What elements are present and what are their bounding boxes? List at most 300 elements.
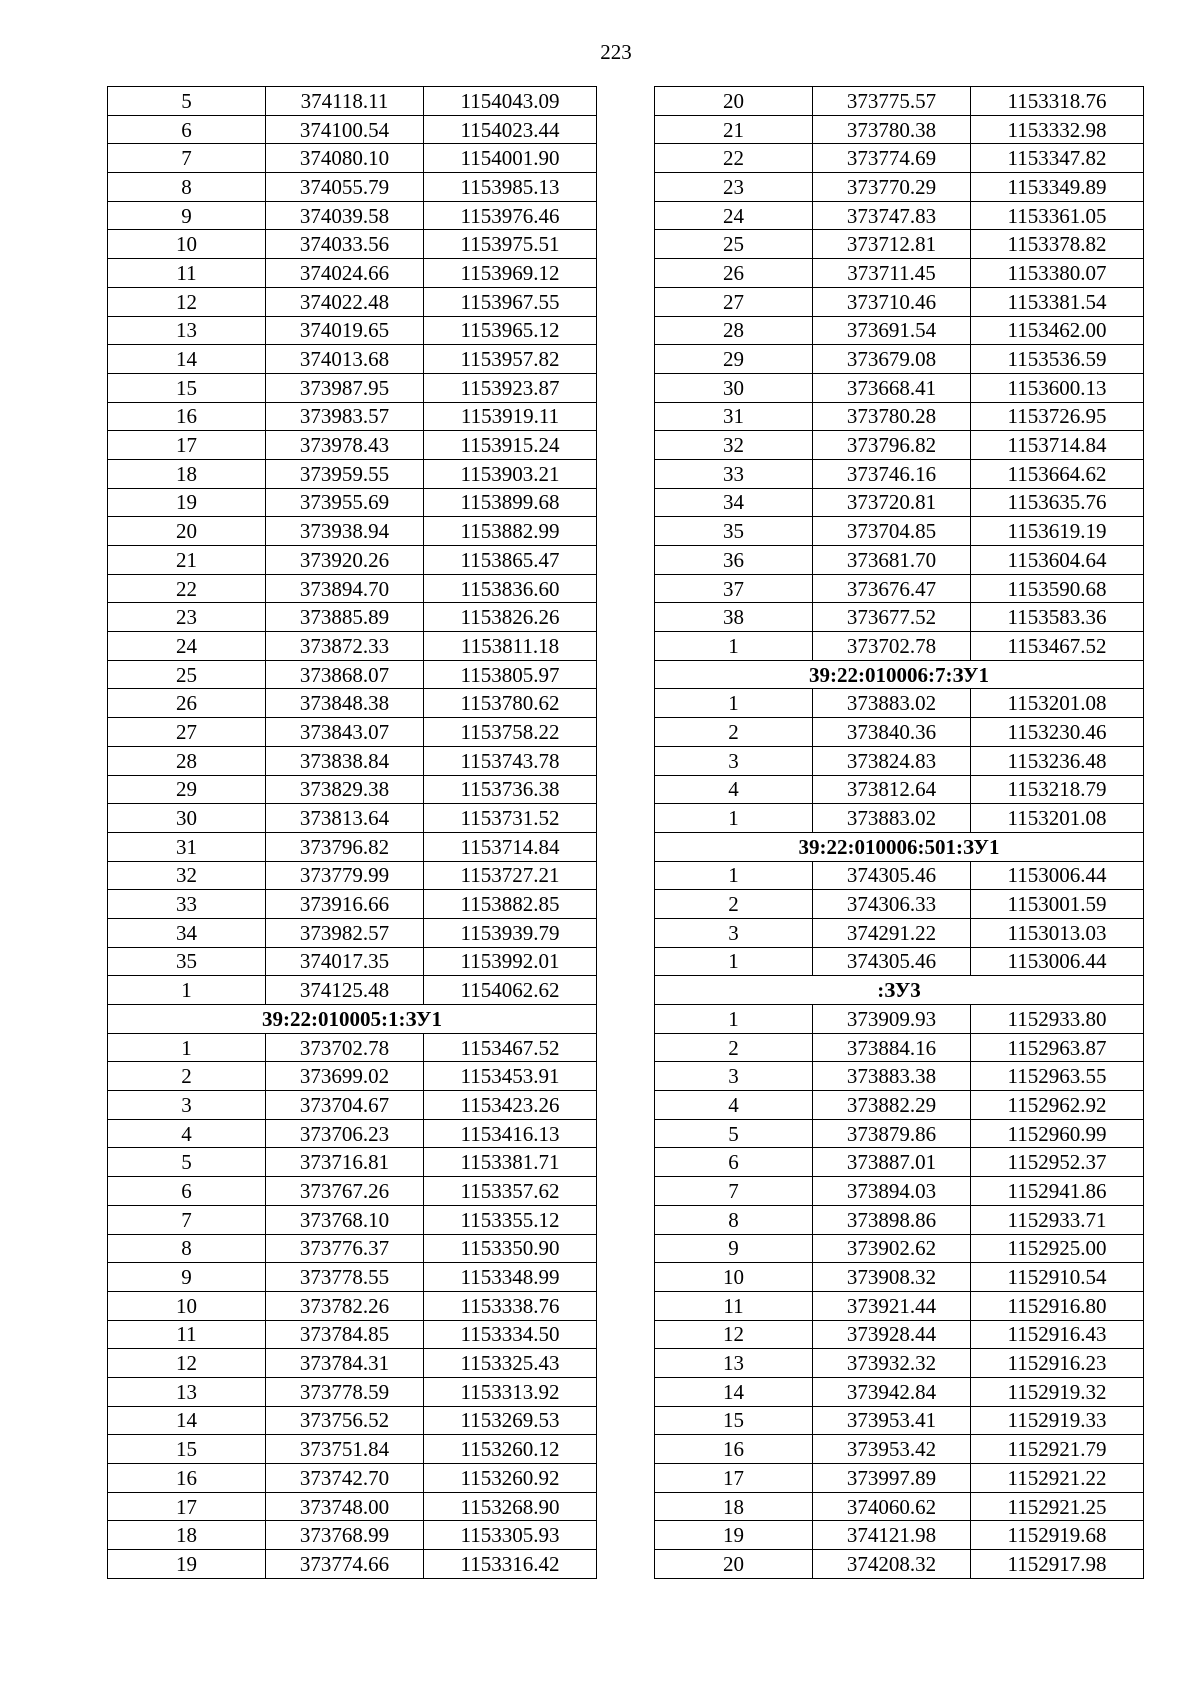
table-row — [108, 947, 597, 976]
y-coordinate-cell: 1153381.71 — [424, 1148, 597, 1177]
y-coordinate-cell: 1153957.82 — [424, 345, 597, 374]
x-coordinate-cell: 373883.02 — [813, 689, 971, 718]
table-row — [655, 718, 1144, 747]
point-number-cell: 35 — [655, 517, 813, 546]
x-coordinate-cell: 373775.57 — [813, 87, 971, 116]
x-coordinate-cell: 374118.11 — [266, 87, 424, 116]
table-row — [108, 1177, 597, 1206]
point-number-cell: 6 — [108, 115, 266, 144]
x-coordinate-cell: 373699.02 — [266, 1062, 424, 1091]
point-number-cell: 9 — [108, 201, 266, 230]
section-heading-row — [655, 976, 1144, 1005]
y-coordinate-cell: 1153325.43 — [424, 1349, 597, 1378]
x-coordinate-cell: 373767.26 — [266, 1177, 424, 1206]
y-coordinate-cell: 1153462.00 — [971, 316, 1144, 345]
x-coordinate-cell: 373677.52 — [813, 603, 971, 632]
y-coordinate-cell: 1153381.54 — [971, 287, 1144, 316]
table-row — [108, 546, 597, 575]
table-row — [655, 259, 1144, 288]
x-coordinate-cell: 374125.48 — [266, 976, 424, 1005]
point-number-cell: 23 — [108, 603, 266, 632]
y-coordinate-cell: 1153260.12 — [424, 1435, 597, 1464]
x-coordinate-cell: 373747.83 — [813, 201, 971, 230]
coordinates-table-left — [107, 86, 597, 1579]
y-coordinate-cell: 1153269.53 — [424, 1406, 597, 1435]
x-coordinate-cell: 373898.86 — [813, 1205, 971, 1234]
parcel-id-heading: 39:22:010006:501:ЗУ1 — [655, 832, 1144, 861]
x-coordinate-cell: 373782.26 — [266, 1291, 424, 1320]
point-number-cell: 34 — [108, 918, 266, 947]
point-number-cell: 16 — [108, 402, 266, 431]
point-number-cell: 26 — [655, 259, 813, 288]
point-number-cell: 17 — [655, 1464, 813, 1493]
x-coordinate-cell: 373920.26 — [266, 546, 424, 575]
y-coordinate-cell: 1153467.52 — [424, 1033, 597, 1062]
y-coordinate-cell: 1153236.48 — [971, 746, 1144, 775]
table-row — [655, 402, 1144, 431]
point-number-cell: 31 — [655, 402, 813, 431]
point-number-cell: 30 — [108, 804, 266, 833]
y-coordinate-cell: 1153635.76 — [971, 488, 1144, 517]
x-coordinate-cell: 373676.47 — [813, 574, 971, 603]
y-coordinate-cell: 1153923.87 — [424, 373, 597, 402]
x-coordinate-cell: 373843.07 — [266, 718, 424, 747]
y-coordinate-cell: 1153731.52 — [424, 804, 597, 833]
y-coordinate-cell: 1152916.23 — [971, 1349, 1144, 1378]
y-coordinate-cell: 1152916.80 — [971, 1291, 1144, 1320]
y-coordinate-cell: 1153780.62 — [424, 689, 597, 718]
point-number-cell: 12 — [108, 287, 266, 316]
point-number-cell: 3 — [655, 746, 813, 775]
x-coordinate-cell: 373955.69 — [266, 488, 424, 517]
x-coordinate-cell: 373997.89 — [813, 1464, 971, 1493]
x-coordinate-cell: 373978.43 — [266, 431, 424, 460]
x-coordinate-cell: 373824.83 — [813, 746, 971, 775]
y-coordinate-cell: 1153378.82 — [971, 230, 1144, 259]
y-coordinate-cell: 1153318.76 — [971, 87, 1144, 116]
x-coordinate-cell: 373894.03 — [813, 1177, 971, 1206]
y-coordinate-cell: 1153826.26 — [424, 603, 597, 632]
y-coordinate-cell: 1153882.99 — [424, 517, 597, 546]
y-coordinate-cell: 1153305.93 — [424, 1521, 597, 1550]
table-row — [655, 1062, 1144, 1091]
y-coordinate-cell: 1153467.52 — [971, 632, 1144, 661]
x-coordinate-cell: 373879.86 — [813, 1119, 971, 1148]
x-coordinate-cell: 373829.38 — [266, 775, 424, 804]
x-coordinate-cell: 373706.23 — [266, 1119, 424, 1148]
table-row — [655, 316, 1144, 345]
table-row — [655, 87, 1144, 116]
x-coordinate-cell: 373883.02 — [813, 804, 971, 833]
table-row — [108, 632, 597, 661]
table-row — [108, 1291, 597, 1320]
x-coordinate-cell: 373716.81 — [266, 1148, 424, 1177]
y-coordinate-cell: 1154001.90 — [424, 144, 597, 173]
x-coordinate-cell: 373840.36 — [813, 718, 971, 747]
y-coordinate-cell: 1153903.21 — [424, 459, 597, 488]
table-row — [108, 775, 597, 804]
x-coordinate-cell: 373784.31 — [266, 1349, 424, 1378]
x-coordinate-cell: 373942.84 — [813, 1377, 971, 1406]
y-coordinate-cell: 1153361.05 — [971, 201, 1144, 230]
y-coordinate-cell: 1153727.21 — [424, 861, 597, 890]
point-number-cell: 13 — [108, 316, 266, 345]
y-coordinate-cell: 1153726.95 — [971, 402, 1144, 431]
y-coordinate-cell: 1153350.90 — [424, 1234, 597, 1263]
y-coordinate-cell: 1153218.79 — [971, 775, 1144, 804]
point-number-cell: 1 — [655, 1005, 813, 1034]
x-coordinate-cell: 373780.38 — [813, 115, 971, 144]
y-coordinate-cell: 1152933.71 — [971, 1205, 1144, 1234]
page-number: 223 — [600, 40, 632, 64]
point-number-cell: 20 — [108, 517, 266, 546]
table-row — [655, 1550, 1144, 1579]
point-number-cell: 17 — [108, 431, 266, 460]
table-row — [108, 517, 597, 546]
x-coordinate-cell: 373778.55 — [266, 1263, 424, 1292]
point-number-cell: 15 — [108, 1435, 266, 1464]
y-coordinate-cell: 1153758.22 — [424, 718, 597, 747]
table-row — [108, 345, 597, 374]
table-row — [655, 1464, 1144, 1493]
table-row — [655, 632, 1144, 661]
x-coordinate-cell: 374022.48 — [266, 287, 424, 316]
table-row — [108, 1320, 597, 1349]
x-coordinate-cell: 373742.70 — [266, 1464, 424, 1493]
x-coordinate-cell: 373872.33 — [266, 632, 424, 661]
x-coordinate-cell: 373768.99 — [266, 1521, 424, 1550]
x-coordinate-cell: 373780.28 — [813, 402, 971, 431]
table-row — [655, 230, 1144, 259]
y-coordinate-cell: 1152952.37 — [971, 1148, 1144, 1177]
point-number-cell: 22 — [655, 144, 813, 173]
table-row — [108, 287, 597, 316]
table-row — [108, 1234, 597, 1263]
table-row — [655, 1177, 1144, 1206]
point-number-cell: 20 — [655, 1550, 813, 1579]
x-coordinate-cell: 374019.65 — [266, 316, 424, 345]
x-coordinate-cell: 373982.57 — [266, 918, 424, 947]
point-number-cell: 11 — [655, 1291, 813, 1320]
y-coordinate-cell: 1153975.51 — [424, 230, 597, 259]
point-number-cell: 38 — [655, 603, 813, 632]
table-row — [108, 144, 597, 173]
x-coordinate-cell: 373813.64 — [266, 804, 424, 833]
table-row — [655, 1263, 1144, 1292]
point-number-cell: 20 — [655, 87, 813, 116]
x-coordinate-cell: 373704.67 — [266, 1091, 424, 1120]
x-coordinate-cell: 374121.98 — [813, 1521, 971, 1550]
table-row — [655, 689, 1144, 718]
x-coordinate-cell: 373751.84 — [266, 1435, 424, 1464]
point-number-cell: 2 — [655, 1033, 813, 1062]
y-coordinate-cell: 1153357.62 — [424, 1177, 597, 1206]
point-number-cell: 6 — [655, 1148, 813, 1177]
table-row — [108, 115, 597, 144]
table-row — [655, 517, 1144, 546]
point-number-cell: 13 — [108, 1377, 266, 1406]
point-number-cell: 6 — [108, 1177, 266, 1206]
x-coordinate-cell: 373778.59 — [266, 1377, 424, 1406]
table-row — [108, 603, 597, 632]
table-row — [108, 173, 597, 202]
table-row — [108, 1263, 597, 1292]
point-number-cell: 19 — [108, 488, 266, 517]
table-row — [655, 431, 1144, 460]
table-row — [655, 345, 1144, 374]
y-coordinate-cell: 1152921.79 — [971, 1435, 1144, 1464]
point-number-cell: 30 — [655, 373, 813, 402]
table-row — [108, 1492, 597, 1521]
table-row — [655, 1005, 1144, 1034]
point-number-cell: 5 — [108, 87, 266, 116]
table-row — [655, 373, 1144, 402]
table-row — [655, 1119, 1144, 1148]
table-row — [655, 775, 1144, 804]
table-row — [108, 1406, 597, 1435]
y-coordinate-cell: 1153619.19 — [971, 517, 1144, 546]
point-number-cell: 3 — [655, 918, 813, 947]
y-coordinate-cell: 1153939.79 — [424, 918, 597, 947]
x-coordinate-cell: 374033.56 — [266, 230, 424, 259]
y-coordinate-cell: 1153355.12 — [424, 1205, 597, 1234]
x-coordinate-cell: 373774.66 — [266, 1550, 424, 1579]
x-coordinate-cell: 374306.33 — [813, 890, 971, 919]
y-coordinate-cell: 1152916.43 — [971, 1320, 1144, 1349]
table-row — [655, 488, 1144, 517]
table-row — [655, 918, 1144, 947]
point-number-cell: 4 — [108, 1119, 266, 1148]
y-coordinate-cell: 1153714.84 — [424, 832, 597, 861]
table-row — [108, 1062, 597, 1091]
point-number-cell: 1 — [108, 1033, 266, 1062]
y-coordinate-cell: 1152919.33 — [971, 1406, 1144, 1435]
point-number-cell: 16 — [655, 1435, 813, 1464]
y-coordinate-cell: 1154062.62 — [424, 976, 597, 1005]
x-coordinate-cell: 373720.81 — [813, 488, 971, 517]
table-row — [108, 890, 597, 919]
point-number-cell: 18 — [108, 1521, 266, 1550]
y-coordinate-cell: 1153985.13 — [424, 173, 597, 202]
x-coordinate-cell: 373959.55 — [266, 459, 424, 488]
y-coordinate-cell: 1152963.87 — [971, 1033, 1144, 1062]
point-number-cell: 12 — [108, 1349, 266, 1378]
y-coordinate-cell: 1153332.98 — [971, 115, 1144, 144]
point-number-cell: 18 — [655, 1492, 813, 1521]
point-number-cell: 10 — [655, 1263, 813, 1292]
point-number-cell: 3 — [655, 1062, 813, 1091]
y-coordinate-cell: 1153919.11 — [424, 402, 597, 431]
y-coordinate-cell: 1153334.50 — [424, 1320, 597, 1349]
x-coordinate-cell: 374080.10 — [266, 144, 424, 173]
point-number-cell: 32 — [655, 431, 813, 460]
x-coordinate-cell: 373756.52 — [266, 1406, 424, 1435]
table-row — [108, 373, 597, 402]
section-heading-row — [655, 832, 1144, 861]
point-number-cell: 10 — [108, 230, 266, 259]
table-row — [655, 1492, 1144, 1521]
point-number-cell: 28 — [108, 746, 266, 775]
table-row — [108, 1550, 597, 1579]
x-coordinate-cell: 373710.46 — [813, 287, 971, 316]
point-number-cell: 4 — [655, 1091, 813, 1120]
point-number-cell: 1 — [108, 976, 266, 1005]
y-coordinate-cell: 1153380.07 — [971, 259, 1144, 288]
point-number-cell: 25 — [108, 660, 266, 689]
table-row — [108, 1435, 597, 1464]
table-row — [655, 947, 1144, 976]
point-number-cell: 10 — [108, 1291, 266, 1320]
parcel-id-heading: 39:22:010005:1:ЗУ1 — [108, 1005, 597, 1034]
table-row — [108, 1521, 597, 1550]
point-number-cell: 24 — [108, 632, 266, 661]
x-coordinate-cell: 373779.99 — [266, 861, 424, 890]
table-row — [655, 1033, 1144, 1062]
point-number-cell: 4 — [655, 775, 813, 804]
point-number-cell: 1 — [655, 947, 813, 976]
point-number-cell: 28 — [655, 316, 813, 345]
point-number-cell: 5 — [655, 1119, 813, 1148]
x-coordinate-cell: 374208.32 — [813, 1550, 971, 1579]
point-number-cell: 8 — [108, 1234, 266, 1263]
point-number-cell: 33 — [108, 890, 266, 919]
table-row — [108, 804, 597, 833]
y-coordinate-cell: 1153965.12 — [424, 316, 597, 345]
y-coordinate-cell: 1153976.46 — [424, 201, 597, 230]
table-row — [108, 1464, 597, 1493]
y-coordinate-cell: 1153604.64 — [971, 546, 1144, 575]
x-coordinate-cell: 373702.78 — [266, 1033, 424, 1062]
y-coordinate-cell: 1153969.12 — [424, 259, 597, 288]
x-coordinate-cell: 374024.66 — [266, 259, 424, 288]
table-row — [655, 201, 1144, 230]
table-row — [655, 173, 1144, 202]
point-number-cell: 7 — [108, 144, 266, 173]
point-number-cell: 1 — [655, 861, 813, 890]
x-coordinate-cell: 373776.37 — [266, 1234, 424, 1263]
table-row — [108, 660, 597, 689]
table-row — [108, 574, 597, 603]
x-coordinate-cell: 373768.10 — [266, 1205, 424, 1234]
table-row — [108, 918, 597, 947]
parcel-id-heading: :ЗУ3 — [655, 976, 1144, 1005]
point-number-cell: 24 — [655, 201, 813, 230]
point-number-cell: 3 — [108, 1091, 266, 1120]
table-row — [108, 459, 597, 488]
table-row — [655, 804, 1144, 833]
table-row — [655, 603, 1144, 632]
point-number-cell: 7 — [655, 1177, 813, 1206]
point-number-cell: 11 — [108, 1320, 266, 1349]
x-coordinate-cell: 374305.46 — [813, 947, 971, 976]
table-row — [108, 259, 597, 288]
y-coordinate-cell: 1153915.24 — [424, 431, 597, 460]
y-coordinate-cell: 1154043.09 — [424, 87, 597, 116]
table-row — [655, 861, 1144, 890]
y-coordinate-cell: 1152925.00 — [971, 1234, 1144, 1263]
point-number-cell: 26 — [108, 689, 266, 718]
point-number-cell: 2 — [108, 1062, 266, 1091]
point-number-cell: 32 — [108, 861, 266, 890]
y-coordinate-cell: 1153338.76 — [424, 1291, 597, 1320]
x-coordinate-cell: 373838.84 — [266, 746, 424, 775]
point-number-cell: 14 — [108, 1406, 266, 1435]
table-row — [108, 230, 597, 259]
table-row — [655, 1377, 1144, 1406]
y-coordinate-cell: 1153865.47 — [424, 546, 597, 575]
table-row — [655, 1435, 1144, 1464]
y-coordinate-cell: 1152919.68 — [971, 1521, 1144, 1550]
y-coordinate-cell: 1153013.03 — [971, 918, 1144, 947]
y-coordinate-cell: 1153536.59 — [971, 345, 1144, 374]
x-coordinate-cell: 373681.70 — [813, 546, 971, 575]
table-row — [655, 115, 1144, 144]
point-number-cell: 8 — [655, 1205, 813, 1234]
table-row — [655, 1234, 1144, 1263]
x-coordinate-cell: 374100.54 — [266, 115, 424, 144]
y-coordinate-cell: 1153260.92 — [424, 1464, 597, 1493]
point-number-cell: 8 — [108, 173, 266, 202]
table-row — [655, 459, 1144, 488]
y-coordinate-cell: 1153600.13 — [971, 373, 1144, 402]
x-coordinate-cell: 373883.38 — [813, 1062, 971, 1091]
x-coordinate-cell: 373902.62 — [813, 1234, 971, 1263]
y-coordinate-cell: 1153423.26 — [424, 1091, 597, 1120]
point-number-cell: 15 — [655, 1406, 813, 1435]
table-row — [655, 1291, 1144, 1320]
x-coordinate-cell: 373702.78 — [813, 632, 971, 661]
x-coordinate-cell: 373983.57 — [266, 402, 424, 431]
y-coordinate-cell: 1154023.44 — [424, 115, 597, 144]
x-coordinate-cell: 373774.69 — [813, 144, 971, 173]
x-coordinate-cell: 373953.41 — [813, 1406, 971, 1435]
y-coordinate-cell: 1153882.85 — [424, 890, 597, 919]
x-coordinate-cell: 373796.82 — [813, 431, 971, 460]
x-coordinate-cell: 373932.32 — [813, 1349, 971, 1378]
table-row — [108, 316, 597, 345]
point-number-cell: 23 — [655, 173, 813, 202]
y-coordinate-cell: 1152962.92 — [971, 1091, 1144, 1120]
point-number-cell: 1 — [655, 689, 813, 718]
x-coordinate-cell: 374039.58 — [266, 201, 424, 230]
table-row — [108, 976, 597, 1005]
x-coordinate-cell: 373812.64 — [813, 775, 971, 804]
y-coordinate-cell: 1153453.91 — [424, 1062, 597, 1091]
table-row — [655, 1320, 1144, 1349]
x-coordinate-cell: 373784.85 — [266, 1320, 424, 1349]
y-coordinate-cell: 1153836.60 — [424, 574, 597, 603]
table-row — [655, 546, 1144, 575]
table-row — [108, 1349, 597, 1378]
point-number-cell: 18 — [108, 459, 266, 488]
y-coordinate-cell: 1152963.55 — [971, 1062, 1144, 1091]
point-number-cell: 33 — [655, 459, 813, 488]
x-coordinate-cell: 374060.62 — [813, 1492, 971, 1521]
point-number-cell: 5 — [108, 1148, 266, 1177]
y-coordinate-cell: 1153348.99 — [424, 1263, 597, 1292]
x-coordinate-cell: 374017.35 — [266, 947, 424, 976]
x-coordinate-cell: 373953.42 — [813, 1435, 971, 1464]
point-number-cell: 14 — [108, 345, 266, 374]
x-coordinate-cell: 374055.79 — [266, 173, 424, 202]
point-number-cell: 9 — [655, 1234, 813, 1263]
x-coordinate-cell: 373711.45 — [813, 259, 971, 288]
table-row — [655, 1521, 1144, 1550]
point-number-cell: 9 — [108, 1263, 266, 1292]
y-coordinate-cell: 1152921.25 — [971, 1492, 1144, 1521]
y-coordinate-cell: 1153347.82 — [971, 144, 1144, 173]
table-row — [108, 201, 597, 230]
